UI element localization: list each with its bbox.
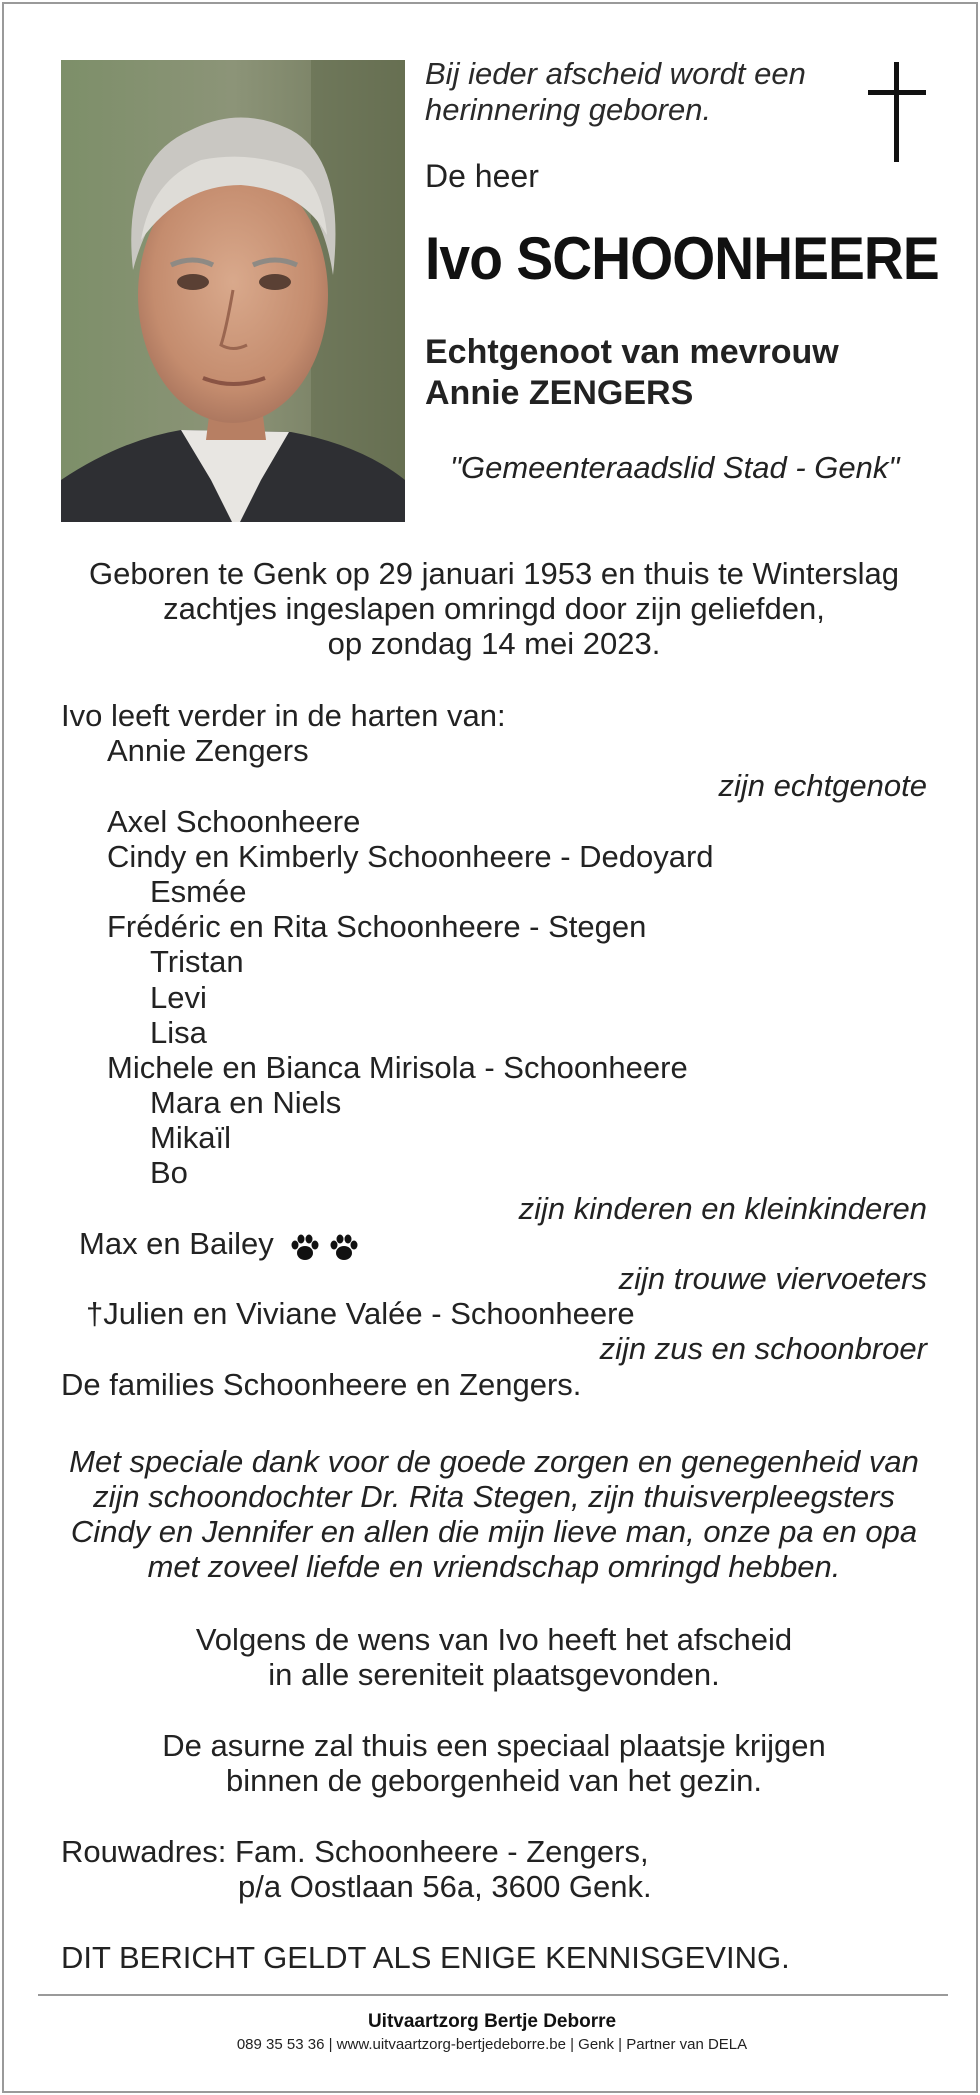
relation-label: zijn trouwe viervoeters	[618, 1261, 927, 1296]
family-member: Esmée	[150, 873, 247, 909]
address-line: Rouwadres: Fam. Schoonheere - Zengers,	[61, 1834, 649, 1869]
funeral-home-contact: 089 35 53 36 | www.uitvaartzorg-bertjedeborre.be | Genk | Partner van DELA	[236, 2036, 748, 2053]
family-member: Frédéric en Rita Schoonheere - Stegen	[107, 909, 647, 945]
families-line: De families Schoonheere en Zengers.	[61, 1366, 582, 1402]
role-title: "Gemeenteraadslid Stad - Genk"	[450, 450, 900, 485]
spouse-info	[425, 332, 839, 414]
portrait-photo	[61, 60, 405, 522]
portrait-illustration	[61, 60, 405, 522]
paw-print-icon	[290, 1228, 359, 1263]
family-member: †Julien en Viviane Valée - Schoonheere	[86, 1296, 635, 1332]
birth-and-death-text	[61, 556, 927, 661]
family-member-pets	[61, 1226, 927, 1261]
birth-line: zachtjes ingeslapen omringd door zijn geliefden,	[163, 591, 825, 626]
footer	[4, 2010, 980, 2056]
family-member: Bo	[150, 1155, 188, 1191]
family-member: Cindy en Kimberly Schoonheere - Dedoyard	[107, 838, 714, 874]
spouse-line: Echtgenoot van mevrouw	[425, 333, 839, 371]
thanks-line: zijn schoondochter Dr. Rita Stegen, zijn thuisverpleegsters	[93, 1479, 895, 1514]
honorific: De heer	[425, 158, 539, 194]
family-member: Mikaïl	[150, 1120, 231, 1156]
wish-line: in alle sereniteit plaatsgevonden.	[268, 1657, 720, 1692]
family-member: Annie Zengers	[107, 733, 309, 769]
mourning-address	[61, 1834, 652, 1904]
wish-line: Volgens de wens van Ivo heeft het afscheid	[195, 1622, 793, 1657]
address-line: p/a Oostlaan 56a, 3600 Genk.	[238, 1869, 652, 1904]
spouse-line: Annie ZENGERS	[425, 374, 694, 412]
urn-line: binnen de geborgenheid van het gezin.	[225, 1763, 763, 1798]
thanks-text	[61, 1444, 927, 1584]
opening-quote	[425, 56, 845, 128]
latin-cross-icon	[868, 62, 926, 162]
pets-names: Max en Bailey	[79, 1225, 274, 1261]
urn-text	[61, 1728, 927, 1798]
funeral-home-name: Uitvaartzorg Bertje Deborre	[367, 2011, 617, 2032]
family-intro: Ivo leeft verder in de harten van:	[61, 698, 506, 733]
birth-line: Geboren te Genk op 29 januari 1953 en thuis te Winterslag	[89, 556, 899, 591]
quote-line: herinnering geboren.	[425, 92, 712, 127]
family-member: Levi	[150, 979, 207, 1015]
thanks-line: Cindy en Jennifer en allen die mijn lieve man, onze pa en opa	[70, 1514, 918, 1549]
family-member: Lisa	[150, 1014, 207, 1050]
thanks-line: met zoveel liefde en vriendschap omringd hebben.	[147, 1549, 841, 1584]
wish-text	[61, 1622, 927, 1692]
urn-line: De asurne zal thuis een speciaal plaatsje krijgen	[162, 1728, 826, 1763]
family-list	[61, 698, 927, 1402]
family-member: Mara en Niels	[150, 1085, 342, 1121]
birth-line: op zondag 14 mei 2023.	[327, 626, 661, 661]
family-member: Tristan	[150, 944, 244, 980]
family-member: Michele en Bianca Mirisola - Schoonheere	[107, 1049, 688, 1085]
quote-line: Bij ieder afscheid wordt een	[425, 56, 806, 91]
deceased-name: Ivo SCHOONHEERE	[425, 225, 939, 292]
relation-label: zijn kinderen en kleinkinderen	[518, 1190, 927, 1226]
thanks-line: Met speciale dank voor de goede zorgen en genegenheid van	[69, 1444, 919, 1479]
family-member: Axel Schoonheere	[107, 803, 361, 839]
notice-text: DIT BERICHT GELDT ALS ENIGE KENNISGEVING.	[61, 1940, 790, 1975]
footer-divider	[38, 1994, 948, 1996]
obituary-card	[2, 2, 978, 2093]
relation-label: zijn zus en schoonbroer	[599, 1331, 927, 1367]
relation-label: zijn echtgenote	[718, 768, 927, 804]
